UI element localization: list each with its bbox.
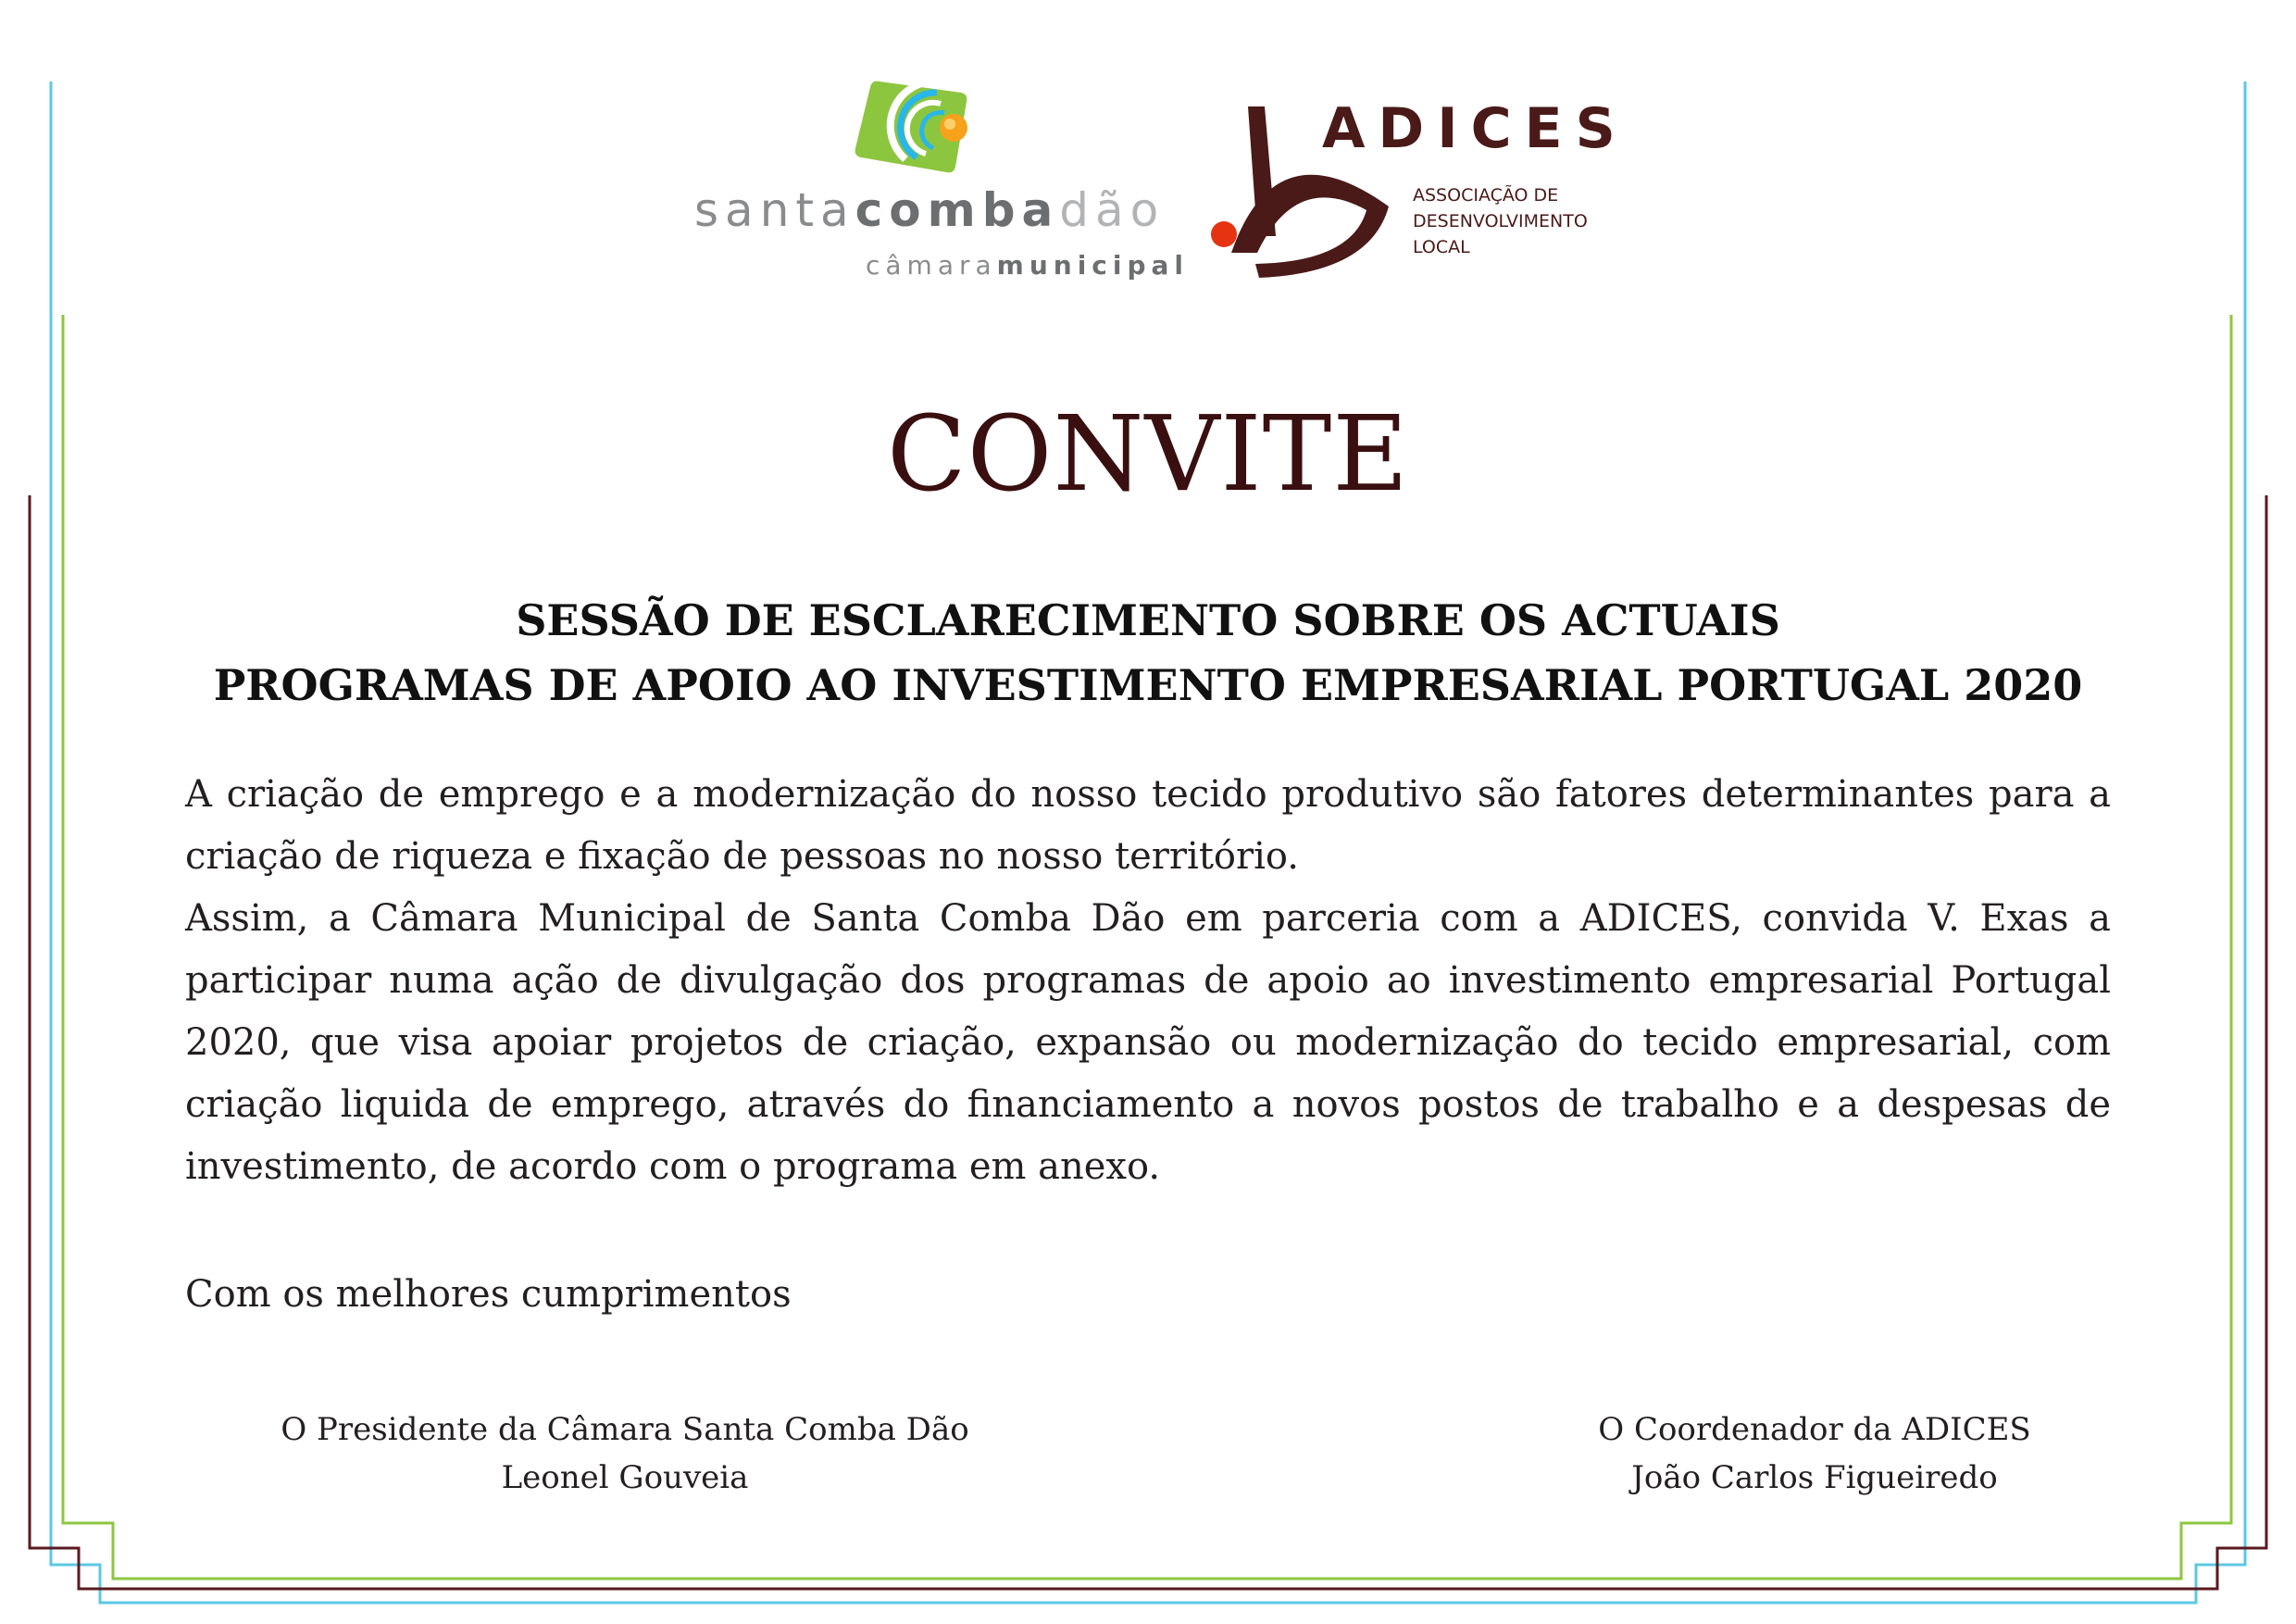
header-logos: [0, 0, 2296, 296]
signature-left-name: Leonel Gouveia: [501, 1459, 749, 1496]
body-paragraph-1: A criação de emprego e a modernização do nosso tecido produtivo são fatores determinantes para a criação de riqueza e fixação de pessoas no nosso território.: [185, 773, 2111, 878]
document-subtitle: [0, 588, 2296, 718]
adices-sub-line3: LOCAL: [1413, 237, 1470, 257]
signature-left-role: O Presidente da Câmara Santa Comba Dão: [281, 1411, 969, 1448]
adices-name: ADICES: [1322, 96, 1628, 161]
santacomba-logo: [694, 74, 1190, 287]
adices-sub-line2: DESENVOLVIMENTO: [1413, 211, 1588, 231]
adices-subtitle: [1413, 182, 1588, 260]
santacomba-word-part3: dão: [1059, 183, 1166, 237]
santacomba-sub-part1: câmara: [866, 250, 997, 281]
adices-logo: [1204, 96, 1628, 292]
document-body: [185, 764, 2111, 1198]
santacomba-sub-part2: municipal: [996, 250, 1190, 281]
santacomba-wordmark: [694, 183, 1166, 237]
document-title: CONVITE: [886, 394, 1410, 515]
closing-text: Com os melhores cumprimentos: [185, 1273, 792, 1316]
santacomba-subtitle: [866, 250, 1190, 281]
santacomba-word-part2: comba: [855, 183, 1060, 237]
body-paragraph-2: Assim, a Câmara Municipal de Santa Comba Dão em parceria com a ADICES, convida V. Exas a participar numa ação de divulgação dos programas de apoio ao investimento empresarial Portugal 2020, que visa apoiar projetos de criação, expansão ou modernização do tecido empresarial, com criação liquida de emprego, através do financiamento a novos postos de trabalho e a despesas de investimento, de acordo com o programa em anexo.: [185, 897, 2111, 1188]
santacomba-word-part1: santa: [694, 183, 855, 237]
signature-left: [162, 1405, 1088, 1502]
adices-sub-line1: ASSOCIAÇÃO DE: [1413, 185, 1559, 206]
subtitle-line1: SESSÃO DE ESCLARECIMENTO SOBRE OS ACTUAIS: [516, 595, 1780, 645]
santacomba-emblem-icon: [852, 74, 972, 178]
subtitle-line2: PROGRAMAS DE APOIO AO INVESTIMENTO EMPRESARIAL PORTUGAL 2020: [213, 660, 2083, 710]
signature-right-name: João Carlos Figueiredo: [1631, 1459, 1998, 1496]
signature-right-role: O Coordenador da ADICES: [1598, 1411, 2031, 1448]
signature-right: [1370, 1405, 2259, 1502]
